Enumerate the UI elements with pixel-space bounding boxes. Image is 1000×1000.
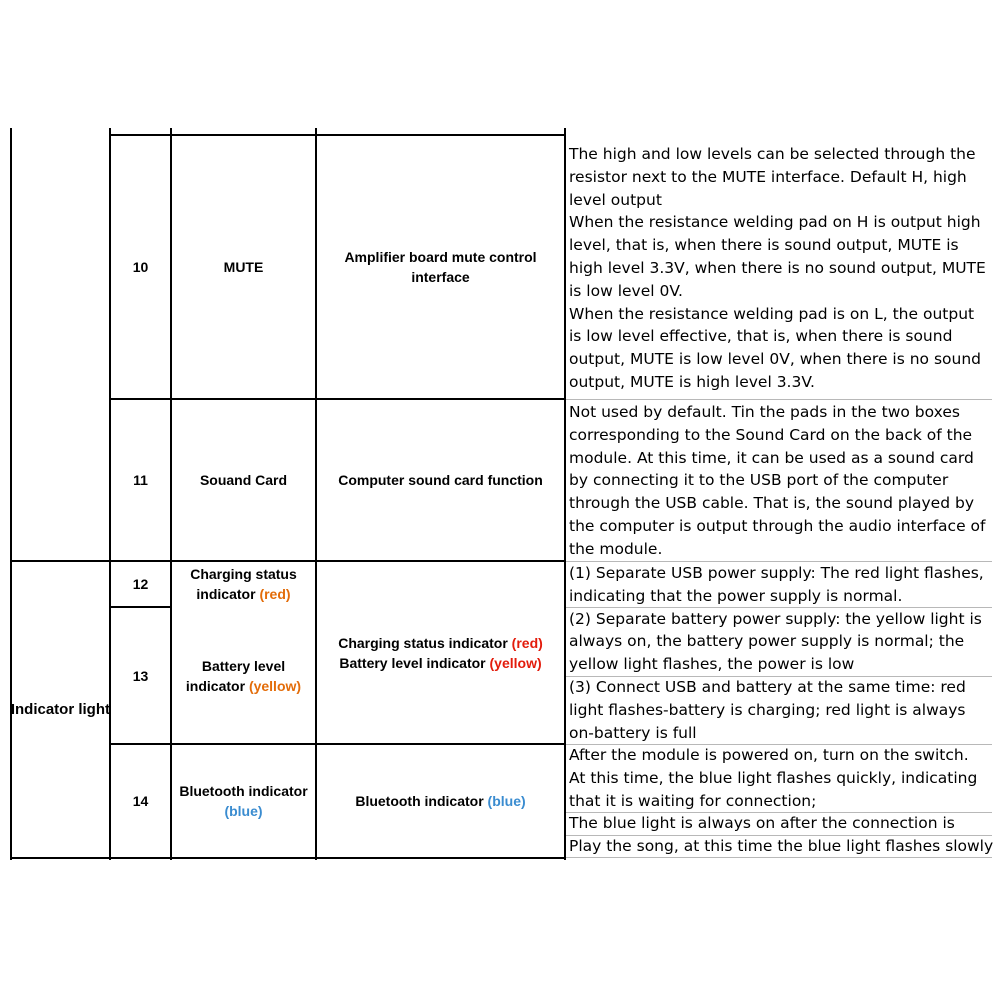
category-label: Indicator light <box>10 701 110 718</box>
description-line: through the USB cable. That is, the sound played by <box>569 494 974 513</box>
color-label: (yellow) <box>248 677 302 694</box>
item-function <box>317 562 564 743</box>
color-label: (red) <box>259 586 291 602</box>
item-name-text: indicator <box>185 677 246 694</box>
description-line: Not used by default. Tin the pads in the two boxes <box>569 403 960 421</box>
description-line: corresponding to the Sound Card on the back of the <box>569 425 973 444</box>
description-line: on-battery is full <box>569 723 697 742</box>
grid-line <box>564 128 566 860</box>
description-line: is low level 0V. <box>569 281 683 300</box>
description-line: (2) Separate battery power supply: the yellow light is <box>569 609 982 628</box>
description-line: is low level effective, that is, when there is sound <box>569 327 953 346</box>
row-number-text: 10 <box>132 259 149 275</box>
description-line: (3) Connect USB and battery at the same time: red <box>569 677 966 696</box>
grid-line <box>10 128 12 860</box>
function-line: Amplifier board mute control <box>344 249 537 265</box>
description-line: output, MUTE is high level 3.3V. <box>569 372 815 391</box>
item-name <box>172 400 315 560</box>
item-description <box>569 401 985 561</box>
function-text: Charging status indicator <box>338 634 508 651</box>
description-line: When the resistance welding pad is on L, the output <box>569 304 975 323</box>
color-label: (blue) <box>487 793 526 809</box>
description-line: The high and low levels can be selected through the <box>569 145 976 163</box>
description-line: that it is waiting for connection; <box>569 791 817 810</box>
description-line: When the resistance welding pad on H is output high <box>569 213 981 232</box>
item-name-text: indicator <box>196 586 256 602</box>
item-name <box>172 562 315 606</box>
item-name-line <box>196 584 290 604</box>
function-line: Computer sound card function <box>338 472 543 488</box>
item-function <box>317 745 564 857</box>
item-name-line <box>186 676 301 696</box>
function-text: Bluetooth indicator <box>355 793 484 809</box>
item-description <box>569 562 984 744</box>
item-description <box>569 744 993 858</box>
function-line <box>355 791 525 811</box>
grid-line <box>566 399 992 400</box>
row-number-text: 11 <box>133 472 148 488</box>
item-name <box>172 745 315 857</box>
row-number-text: 13 <box>132 667 149 684</box>
grid-line <box>10 857 566 859</box>
item-name-text: Bluetooth indicator <box>179 783 308 799</box>
description-line: level, that is, when there is sound output, MUTE is <box>569 236 959 255</box>
description-line: always on, the battery power supply is normal; the <box>569 632 965 651</box>
function-line <box>338 633 543 653</box>
description-line: indicating that the power supply is normal. <box>569 586 903 605</box>
description-line: yellow light flashes, the power is low <box>569 655 855 674</box>
item-name-text: Battery level <box>201 657 286 674</box>
item-name <box>172 136 315 398</box>
description-line: module. At this time, it can be used as a sound card <box>569 448 974 467</box>
function-line <box>339 653 541 673</box>
description-line: high level 3.3V, when there is no sound output, MUTE <box>569 258 986 277</box>
item-name-text: MUTE <box>223 259 264 275</box>
description-line: the computer is output through the audio interface of <box>569 516 986 535</box>
description-line: resistor next to the MUTE interface. Default H, high <box>569 167 967 186</box>
item-function <box>317 136 564 398</box>
description-line: After the module is powered on, turn on the switch. <box>569 746 969 764</box>
item-name-text: Charging status <box>190 566 297 582</box>
function-line: interface <box>411 269 470 285</box>
row-number-text: 12 <box>132 576 149 592</box>
row-number <box>111 745 170 857</box>
description-line: output, MUTE is low level 0V, when there is no sound <box>569 350 981 369</box>
description-line: by connecting it to the USB port of the computer <box>569 471 949 490</box>
description-line: light flashes-battery is charging; red light is always <box>569 700 966 719</box>
description-line: At this time, the blue light flashes quickly, indicating <box>569 768 978 787</box>
item-name-text: Souand Card <box>199 472 288 488</box>
function-text: Battery level indicator <box>339 654 486 671</box>
color-label: (red) <box>511 634 543 651</box>
color-label: (blue) <box>224 803 263 819</box>
item-description <box>569 143 986 394</box>
description-line: level output <box>569 190 662 209</box>
row-number <box>111 608 170 743</box>
item-function <box>317 400 564 560</box>
description-line: Play the song, at this time the blue light flashes slowly <box>569 837 994 856</box>
color-label: (yellow) <box>489 654 542 671</box>
row-number-text: 14 <box>132 793 149 809</box>
item-name <box>172 608 315 743</box>
row-number <box>111 400 170 560</box>
row-number <box>111 562 170 606</box>
description-line: The blue light is always on after the connection is <box>569 814 955 833</box>
description-line: the module. <box>569 539 663 558</box>
row-number <box>111 136 170 398</box>
description-line: (1) Separate USB power supply: The red light flashes, <box>569 564 984 582</box>
